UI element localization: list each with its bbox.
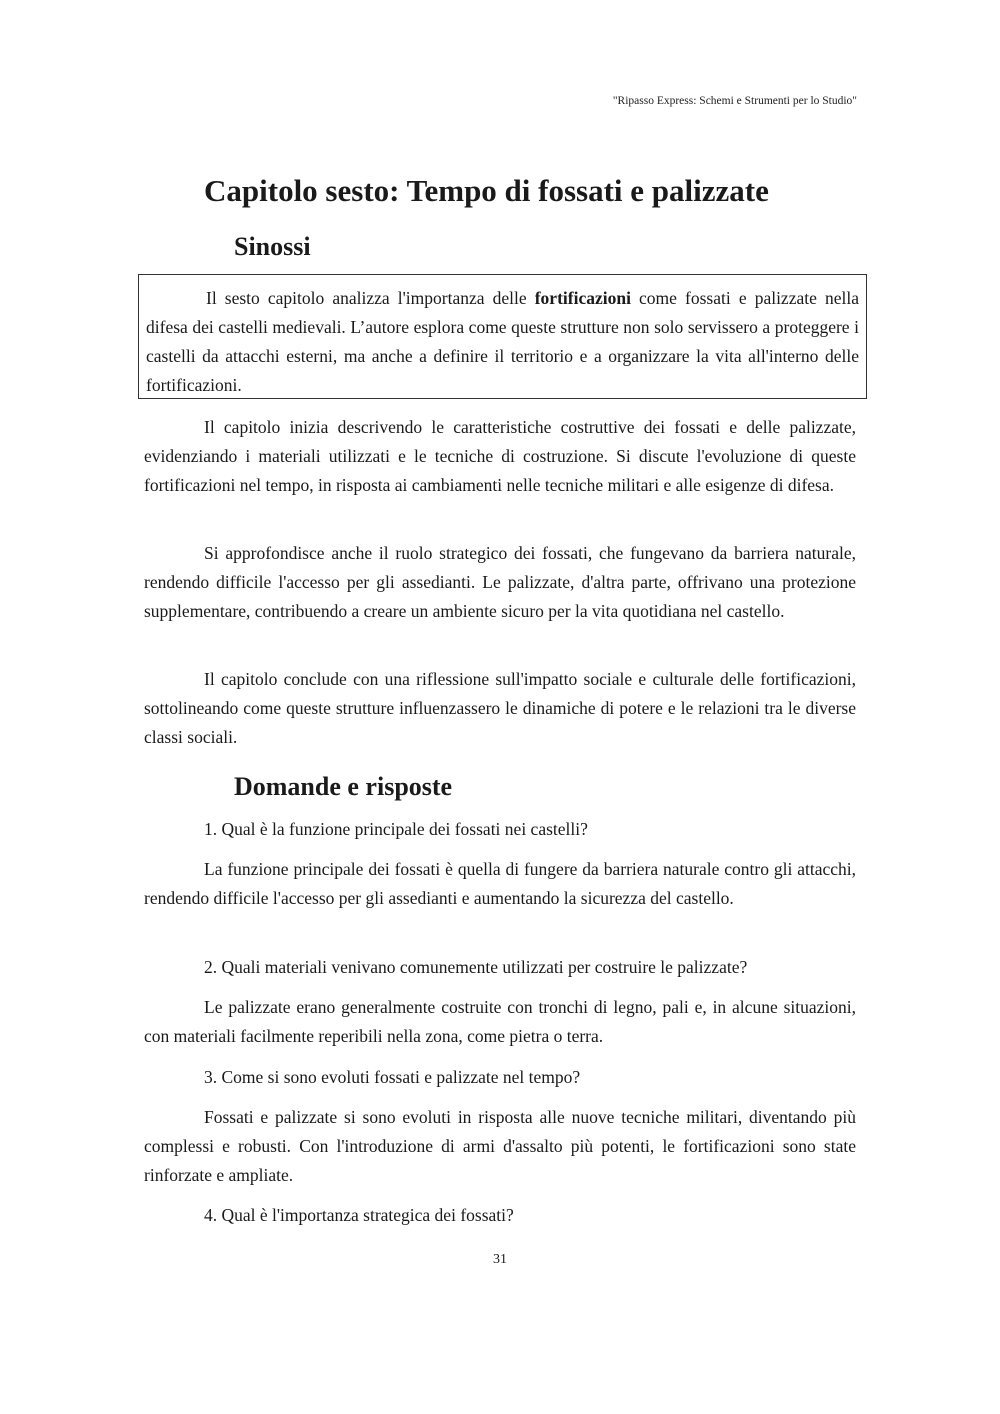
page-number: 31 <box>493 1252 507 1267</box>
synopsis-heading: Sinossi <box>234 232 311 261</box>
question-4: 4. Qual è l'importanza strategica dei fossati? <box>204 1205 514 1225</box>
chapter-title: Capitolo sesto: Tempo di fossati e palizzate <box>204 173 769 208</box>
synopsis-box <box>138 274 867 399</box>
synopsis-text-after: come fossati e palizzate nella difesa dei castelli medievali. L’autore esplora come queste strutture non solo servissero a proteggere i castelli da attacchi esterni, ma anche a definire il territorio e a organizzare la vita all'interno delle fortificazioni. <box>146 288 859 395</box>
synopsis-box-text <box>146 284 859 400</box>
question-2: 2. Quali materiali venivano comunemente utilizzati per costruire le palizzate? <box>204 957 748 977</box>
answer-1: La funzione principale dei fossati è quella di fungere da barriera naturale contro gli attacchi, rendendo difficile l'accesso per gli assedianti e aumentando la sicurezza del castello. <box>144 859 856 908</box>
synopsis-paragraph-3: Il capitolo conclude con una riflessione sull'impatto sociale e culturale delle fortificazioni, sottolineando come queste strutture influenzassero le dinamiche di potere e le relazioni tra le diverse classi sociali. <box>144 669 856 747</box>
answer-2: Le palizzate erano generalmente costruite con tronchi di legno, pali e, in alcune situazioni, con materiali facilmente reperibili nella zona, come pietra o terra. <box>144 997 856 1046</box>
question-3: 3. Come si sono evoluti fossati e palizzate nel tempo? <box>204 1067 581 1087</box>
question-1: 1. Qual è la funzione principale dei fossati nei castelli? <box>204 819 588 839</box>
synopsis-paragraph-1: Il capitolo inizia descrivendo le caratteristiche costruttive dei fossati e delle palizzate, evidenziando i materiali utilizzati e le tecniche di costruzione. Si discute l'evoluzione di queste fortificazioni nel tempo, in risposta ai cambiamenti nelle tecniche militari e alle esigenze di difesa. <box>144 417 856 495</box>
synopsis-keyword-bold: fortificazioni <box>534 288 631 308</box>
running-header: "Ripasso Express: Schemi e Strumenti per lo Studio" <box>612 95 857 107</box>
synopsis-paragraph-2: Si approfondisce anche il ruolo strategico dei fossati, che fungevano da barriera naturale, rendendo difficile l'accesso per gli assedianti. Le palizzate, d'altra parte, offrivano una protezione supplementare, contribuendo a creare un ambiente sicuro per la vita quotidiana nel castello. <box>144 543 856 621</box>
synopsis-text-before: Il sesto capitolo analizza l'importanza delle <box>206 288 535 308</box>
answer-3: Fossati e palizzate si sono evoluti in risposta alle nuove tecniche militari, diventando più complessi e robusti. Con l'introduzione di armi d'assalto più potenti, le fortificazioni sono state rinforzate e ampliate. <box>144 1107 856 1185</box>
qa-heading: Domande e risposte <box>234 772 453 801</box>
